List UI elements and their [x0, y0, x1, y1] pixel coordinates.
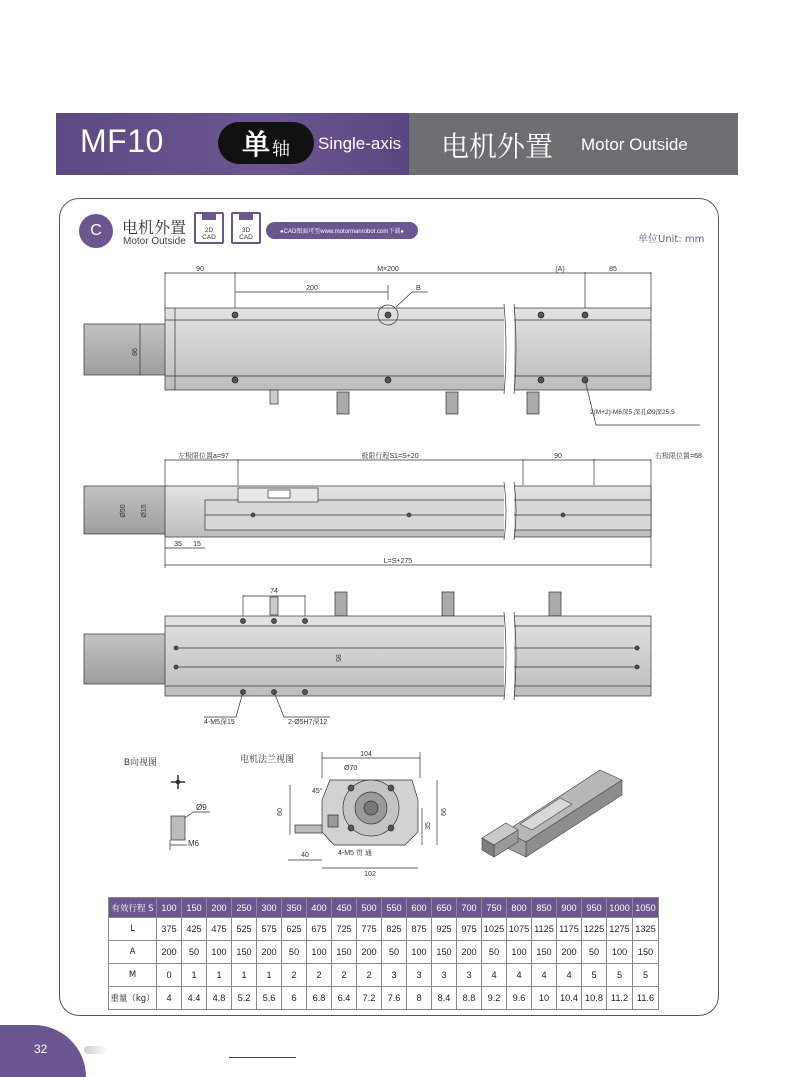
- svg-text:40: 40: [301, 852, 309, 859]
- top-view: [84, 272, 700, 425]
- svg-text:102: 102: [364, 871, 376, 878]
- side-view: [84, 459, 651, 568]
- product-isometric: [482, 770, 622, 857]
- section-title-en: Motor Outside: [123, 236, 186, 247]
- table-row: A 200 50 100 150 200 50 100 150 200 50 100 150 200 50 100 150 200 50 100 150: [109, 941, 659, 964]
- spec-table: [108, 897, 659, 1010]
- banner-motor-panel: [409, 113, 738, 175]
- table-row: 重量（kg） 4 4.4 4.8 5.2 5.6 6 6.8 6.4 7.2 7.6 8 8.4 8.8 9.2 9.6 10 10.4 10.8 11.2 11.6: [109, 987, 659, 1010]
- svg-text:74: 74: [270, 588, 278, 595]
- table-header-row: 有效行程 S 100 150 200 250 300 350 400 450 500 550 600 650 700 750 800 850 900 950 1000 1050: [109, 898, 659, 918]
- svg-text:极限行程S1=S+20: 极限行程S1=S+20: [361, 453, 419, 460]
- cad-3d-icon[interactable]: 3D CAD: [231, 212, 261, 244]
- svg-text:Ø50: Ø50: [120, 504, 127, 518]
- svg-text:85: 85: [609, 266, 617, 273]
- svg-text:2(M+2)-M6深5 深孔Ø9深25.5: 2(M+2)-M6深5 深孔Ø9深25.5: [590, 409, 675, 416]
- svg-text:左极限位置a=97: 左极限位置a=97: [178, 453, 229, 460]
- svg-text:Ø15: Ø15: [141, 504, 148, 518]
- table-row: L 375 425 475 525 575 625 675 725 775 825 875 925 975 1025 1075 1125 1175 1225 1275 1325: [109, 918, 659, 941]
- axis-cn-small: 轴: [272, 139, 290, 160]
- header-banner: [56, 113, 738, 175]
- svg-text:86: 86: [132, 348, 139, 356]
- view-b-labels: [124, 756, 207, 848]
- svg-text:L=S+275: L=S+275: [383, 558, 413, 565]
- svg-text:90: 90: [196, 266, 204, 273]
- svg-text:95: 95: [334, 654, 341, 662]
- axis-en-label: Single-axis: [318, 134, 402, 153]
- svg-text:M×200: M×200: [377, 266, 399, 273]
- cad-2d-icon[interactable]: 2D CAD: [194, 212, 224, 244]
- svg-text:电机法兰视图: 电机法兰视图: [240, 754, 295, 764]
- page-number: 32: [34, 1042, 48, 1056]
- svg-text:35: 35: [174, 541, 182, 548]
- footer-divider: [229, 1057, 296, 1058]
- svg-text:104: 104: [360, 751, 372, 758]
- svg-text:66: 66: [441, 808, 448, 816]
- model-name: MF10: [80, 123, 164, 159]
- svg-text:B向视图: B向视图: [124, 757, 158, 767]
- motor-cn-title: 电机外置: [441, 130, 554, 163]
- svg-text:4-M5 贯 通: 4-M5 贯 通: [338, 850, 372, 857]
- cad-download-note[interactable]: ●CAD图面可至www.motormanrobot.com下载●: [266, 222, 418, 239]
- svg-text:45°: 45°: [312, 788, 323, 795]
- table-row: M 0 1 1 1 1 2 2 2 2 3 3 3 3 4 4 4 4 5 5 5: [109, 964, 659, 987]
- svg-text:35: 35: [425, 822, 432, 830]
- technical-drawing: [60, 255, 718, 895]
- svg-text:(A): (A): [555, 266, 565, 273]
- svg-text:4-M5深15: 4-M5深15: [204, 719, 235, 726]
- bottom-view: [84, 592, 651, 717]
- svg-text:Ø70: Ø70: [344, 765, 358, 772]
- axis-cn-big: 单: [241, 128, 270, 161]
- svg-text:B: B: [416, 285, 421, 292]
- section-title-cn: 电机外置: [122, 218, 187, 237]
- svg-text:200: 200: [306, 285, 318, 292]
- section-badge: C: [79, 214, 113, 248]
- svg-text:右极限位置=68: 右极限位置=68: [655, 453, 702, 460]
- motor-en-title: Motor Outside: [581, 135, 688, 154]
- unit-label: 单位Unit: mm: [638, 234, 705, 245]
- svg-text:M6: M6: [188, 839, 200, 848]
- svg-text:60: 60: [277, 808, 284, 816]
- svg-text:Ø9: Ø9: [196, 803, 207, 812]
- svg-text:15: 15: [193, 541, 201, 548]
- banner-model-panel: [56, 113, 409, 175]
- footer-decoration: [84, 1046, 108, 1054]
- axis-badge: [218, 122, 314, 164]
- svg-text:2-Ø5H7深12: 2-Ø5H7深12: [288, 719, 328, 726]
- svg-text:90: 90: [554, 453, 562, 460]
